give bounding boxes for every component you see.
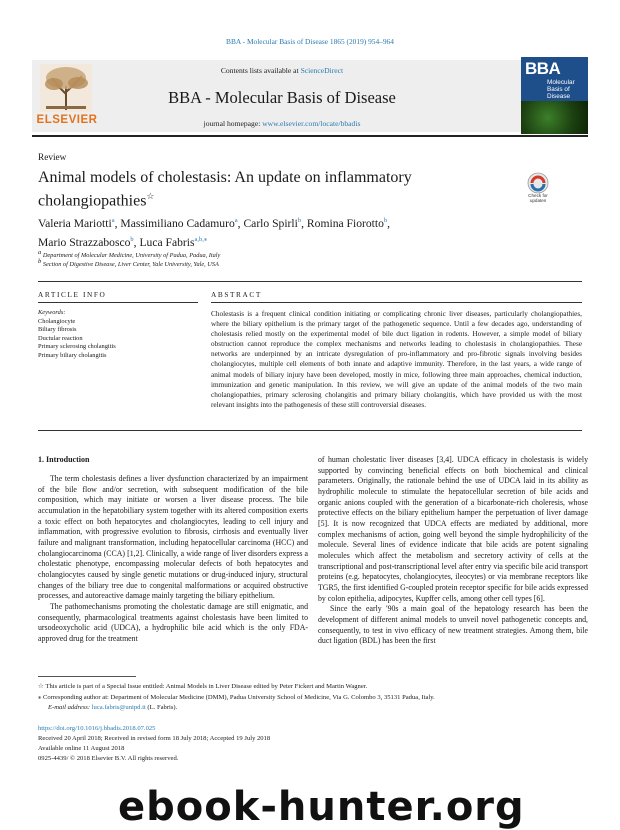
author[interactable]: Mario Strazzabosco — [38, 235, 131, 249]
body-left-column — [38, 474, 308, 645]
author[interactable]: Carlo Spirli — [243, 216, 298, 230]
email-label: E-mail address: — [48, 704, 92, 711]
affil-text: Department of Molecular Medicine, University of Padua, Padua, Italy — [42, 252, 221, 260]
author-affil-mark[interactable]: b — [297, 217, 302, 224]
watermark-text: ebook-hunter.org — [118, 784, 525, 830]
body-paragraph: Since the early '90s a main goal of the hepatology research has been the development of different animal models to unveil novel pathogenetic concepts and, consequently, to test in vivo efficacy of new treatment strategies. Among them, bile duct ligation (BDL) has been the first — [318, 604, 588, 646]
journal-cover — [521, 57, 588, 134]
author-affil-mark[interactable]: a — [111, 217, 115, 224]
abstract-divider — [211, 302, 582, 303]
affil-mark: a — [38, 249, 42, 256]
homepage-label: journal homepage: — [203, 119, 263, 128]
affil-text: Section of Digestive Disease, Liver Center, Yale University, Yale, USA — [42, 261, 219, 269]
cover-title: BBA — [525, 59, 561, 78]
author[interactable]: Luca Fabris — [139, 235, 195, 249]
affil-mark: b — [38, 258, 42, 265]
footnote-corresponding: ⁎ Corresponding author at: Department of Molecular Medicine (DMM), Padua University School of Medicine, Via G. Colombo 3, 35131 Padua, Italy. — [38, 694, 435, 701]
copyright-line: 0925-4439/ © 2018 Elsevier B.V. All rights reserved. — [38, 755, 179, 762]
body-paragraph: The pathomechanisms promoting the cholestatic damage are still enigmatic, and consequently, pharmacological treatments against cholestasis have been limited to ursodeoxycholic acid (UDCA), a hydrophilic bile acid which is the only FDA-approved drug for the treatment — [38, 601, 308, 643]
publisher-name: ELSEVIER — [36, 114, 98, 126]
body-right-column — [318, 455, 588, 647]
keyword: Biliary fibrosis — [38, 326, 77, 334]
body-paragraph: of human cholestatic liver diseases [3,4]. UDCA efficacy in cholestasis is widely supported by convincing beneficial effects on both biochemical and clinical parameters. Originally, the rationale behind the use of UDCA laid in its ability as hydrophilic molecule to stimulate the hepatocellular secretion of bile acids and organic anions coupled with the generation of a bicarbonate-rich choleresis, whose protective effects on the biliary epithelium hamper the perpetuation of liver damage [5]. It is now recognized that UDCA effects are mediated by additional, more complex mechanisms of action, going well beyond the simple hydrophilicity of the molecule. Several lines of evidence indicate that bile acids are potent signaling molecules which affect the metabolism and secretory activity of cells at the transcriptional and post-transcriptional level after entry via specific bile acid transport proteins (e.g. hepatocytes, cholangiocytes, ileocytes) or via membrane receptors like TGR5, the first identified G-coupled protein receptor specific for bile acids expressed by colon epithelia, adipocytes, Kupffer cells, among other cell types [6]. — [318, 455, 588, 603]
keywords-block — [38, 309, 116, 361]
author-affil-mark[interactable]: b — [383, 217, 388, 224]
section-heading: 1. Introduction — [38, 455, 90, 464]
info-divider-top — [38, 281, 582, 282]
body-paragraph: The term cholestasis defines a liver dysfunction characterized by an impairment of the bile flow and/or secretion, with subsequent modification of the bile composition, which may initiate or worsen a liver disease process. The bile accumulation in the hepatobiliary system together with its altered composition exerts a toxic effect on both hepatocytes and cholangiocytes, leading to cell injury and inflammation, with progressive evolution to fibrosis, cirrhosis and eventually liver failure and malignant transformation, including hepatocellular carcinoma (HCC) and cholangiocarcinoma (CCA) [1,2]. Clinically, a wide range of liver disorders express a cholestatic phenotype, encompassing molecular defects of both hepatocytes and cholangiocytes caused by single genetic mutations or drug-induced injury, structural changes of the biliary tree due to congenital malformations or acquired obstructive processes, and autoreactive damage mainly targeting the biliary epithelium. — [38, 474, 308, 601]
keyword: Primary sclerosing cholangitis — [38, 343, 116, 351]
article-info-heading: ARTICLE INFO — [38, 290, 107, 299]
keyword: Primary biliary cholangitis — [38, 351, 107, 359]
info-divider — [38, 302, 198, 303]
check-for-updates-badge[interactable] — [523, 172, 553, 202]
cover-image — [521, 101, 588, 134]
author-affil-mark[interactable]: b — [130, 235, 134, 243]
available-online: Available online 11 August 2018 — [38, 745, 125, 752]
keywords-label: Keywords: — [38, 309, 66, 316]
article-title — [38, 168, 478, 210]
footnote-special-issue: ☆ This article is part of a Special Issue entitled: Animal Models in Liver Disease edited by Peter Fickert and Martin Wagner. — [38, 683, 368, 690]
article-type: Review — [38, 153, 67, 163]
journal-homepage — [32, 119, 532, 128]
keyword: Cholangiocyte — [38, 317, 76, 325]
received-dates: Received 20 April 2018; Received in revised form 18 July 2018; Accepted 19 July 2018 — [38, 735, 271, 742]
abstract-divider-bottom — [38, 430, 582, 431]
affiliation — [38, 258, 219, 268]
title-text: Animal models of cholestasis: An update on inflammatory cholangiopathies — [38, 169, 412, 210]
author-affil-mark[interactable]: a,b,⁎ — [194, 235, 208, 243]
author[interactable]: Massimiliano Cadamuro — [120, 216, 235, 230]
author[interactable]: Romina Fiorotto — [306, 216, 384, 230]
check-for-updates-label: Check for updates — [528, 193, 548, 203]
journal-name: BBA - Molecular Basis of Disease — [168, 88, 396, 107]
homepage-link[interactable]: www.elsevier.com/locate/bbadis — [262, 119, 361, 128]
title-footnote-mark[interactable]: ☆ — [146, 191, 155, 201]
check-for-updates-icon — [523, 172, 553, 194]
author[interactable]: Valeria Mariotti — [38, 216, 112, 230]
author-affil-mark[interactable]: a — [234, 217, 238, 224]
author-list: Valeria Mariotti$^a$, Massimiliano Cadamuro$^a$, Carlo Spirli$^b$, Romina Fiorotto$^b$, Mario Strazzabosco$^b$, Luca Fabris$^{a,b,⁎}$ — [38, 216, 391, 249]
footnote-email — [48, 704, 177, 711]
contents-line — [32, 66, 532, 75]
journal-citation[interactable]: BBA - Molecular Basis of Disease 1865 (2019) 954–964 — [226, 37, 394, 46]
sciencedirect-link[interactable]: ScienceDirect — [300, 66, 344, 75]
contents-prefix: Contents lists available at — [220, 66, 301, 75]
keyword: Ductular reaction — [38, 334, 83, 342]
email-link[interactable]: luca.fabris@unipd.it — [91, 704, 146, 711]
email-suffix: (L. Fabris). — [145, 704, 178, 711]
abstract-text: Cholestasis is a frequent clinical condition initiating or complicating chronic liver diseases, particularly cholangiopathies, where the biliary epithelium is the primary target of the pathogenetic sequence. Until a few decades ago, understanding of cholestasis relied mostly on the experimental model of bile duct ligation in rodents. However, a simple model of biliary obstruction cannot reproduce the complex mechanisms and networks leading to cholestasis in cholangiopathies. These networks are underpinned by an intricate dysregulation of pro-inflammatory and pro-fibrotic signals involving besides cholangiocytes, multiple cell elements of both innate and adaptive immunity. Therefore, in the last years, a wide range of animal models of biliary injury have been developed, mostly in mice, following three main approaches, chemical induction, immunization and genetic manipulation. In this review, we will give an update of the animal models of the two main cholangiopathies, primary sclerosing cholangitis and primary biliary cholangitis, which have provided us with the most relevant insights into the pathogenesis of these still controversial diseases. — [211, 310, 582, 409]
cover-subtitle: Molecular Basis of Disease — [547, 79, 575, 101]
abstract-heading: ABSTRACT — [211, 290, 262, 299]
footnote-rule — [38, 676, 136, 677]
header-divider — [32, 135, 588, 137]
doi-link[interactable]: https://doi.org/10.1016/j.bbadis.2018.07.025 — [38, 725, 156, 732]
